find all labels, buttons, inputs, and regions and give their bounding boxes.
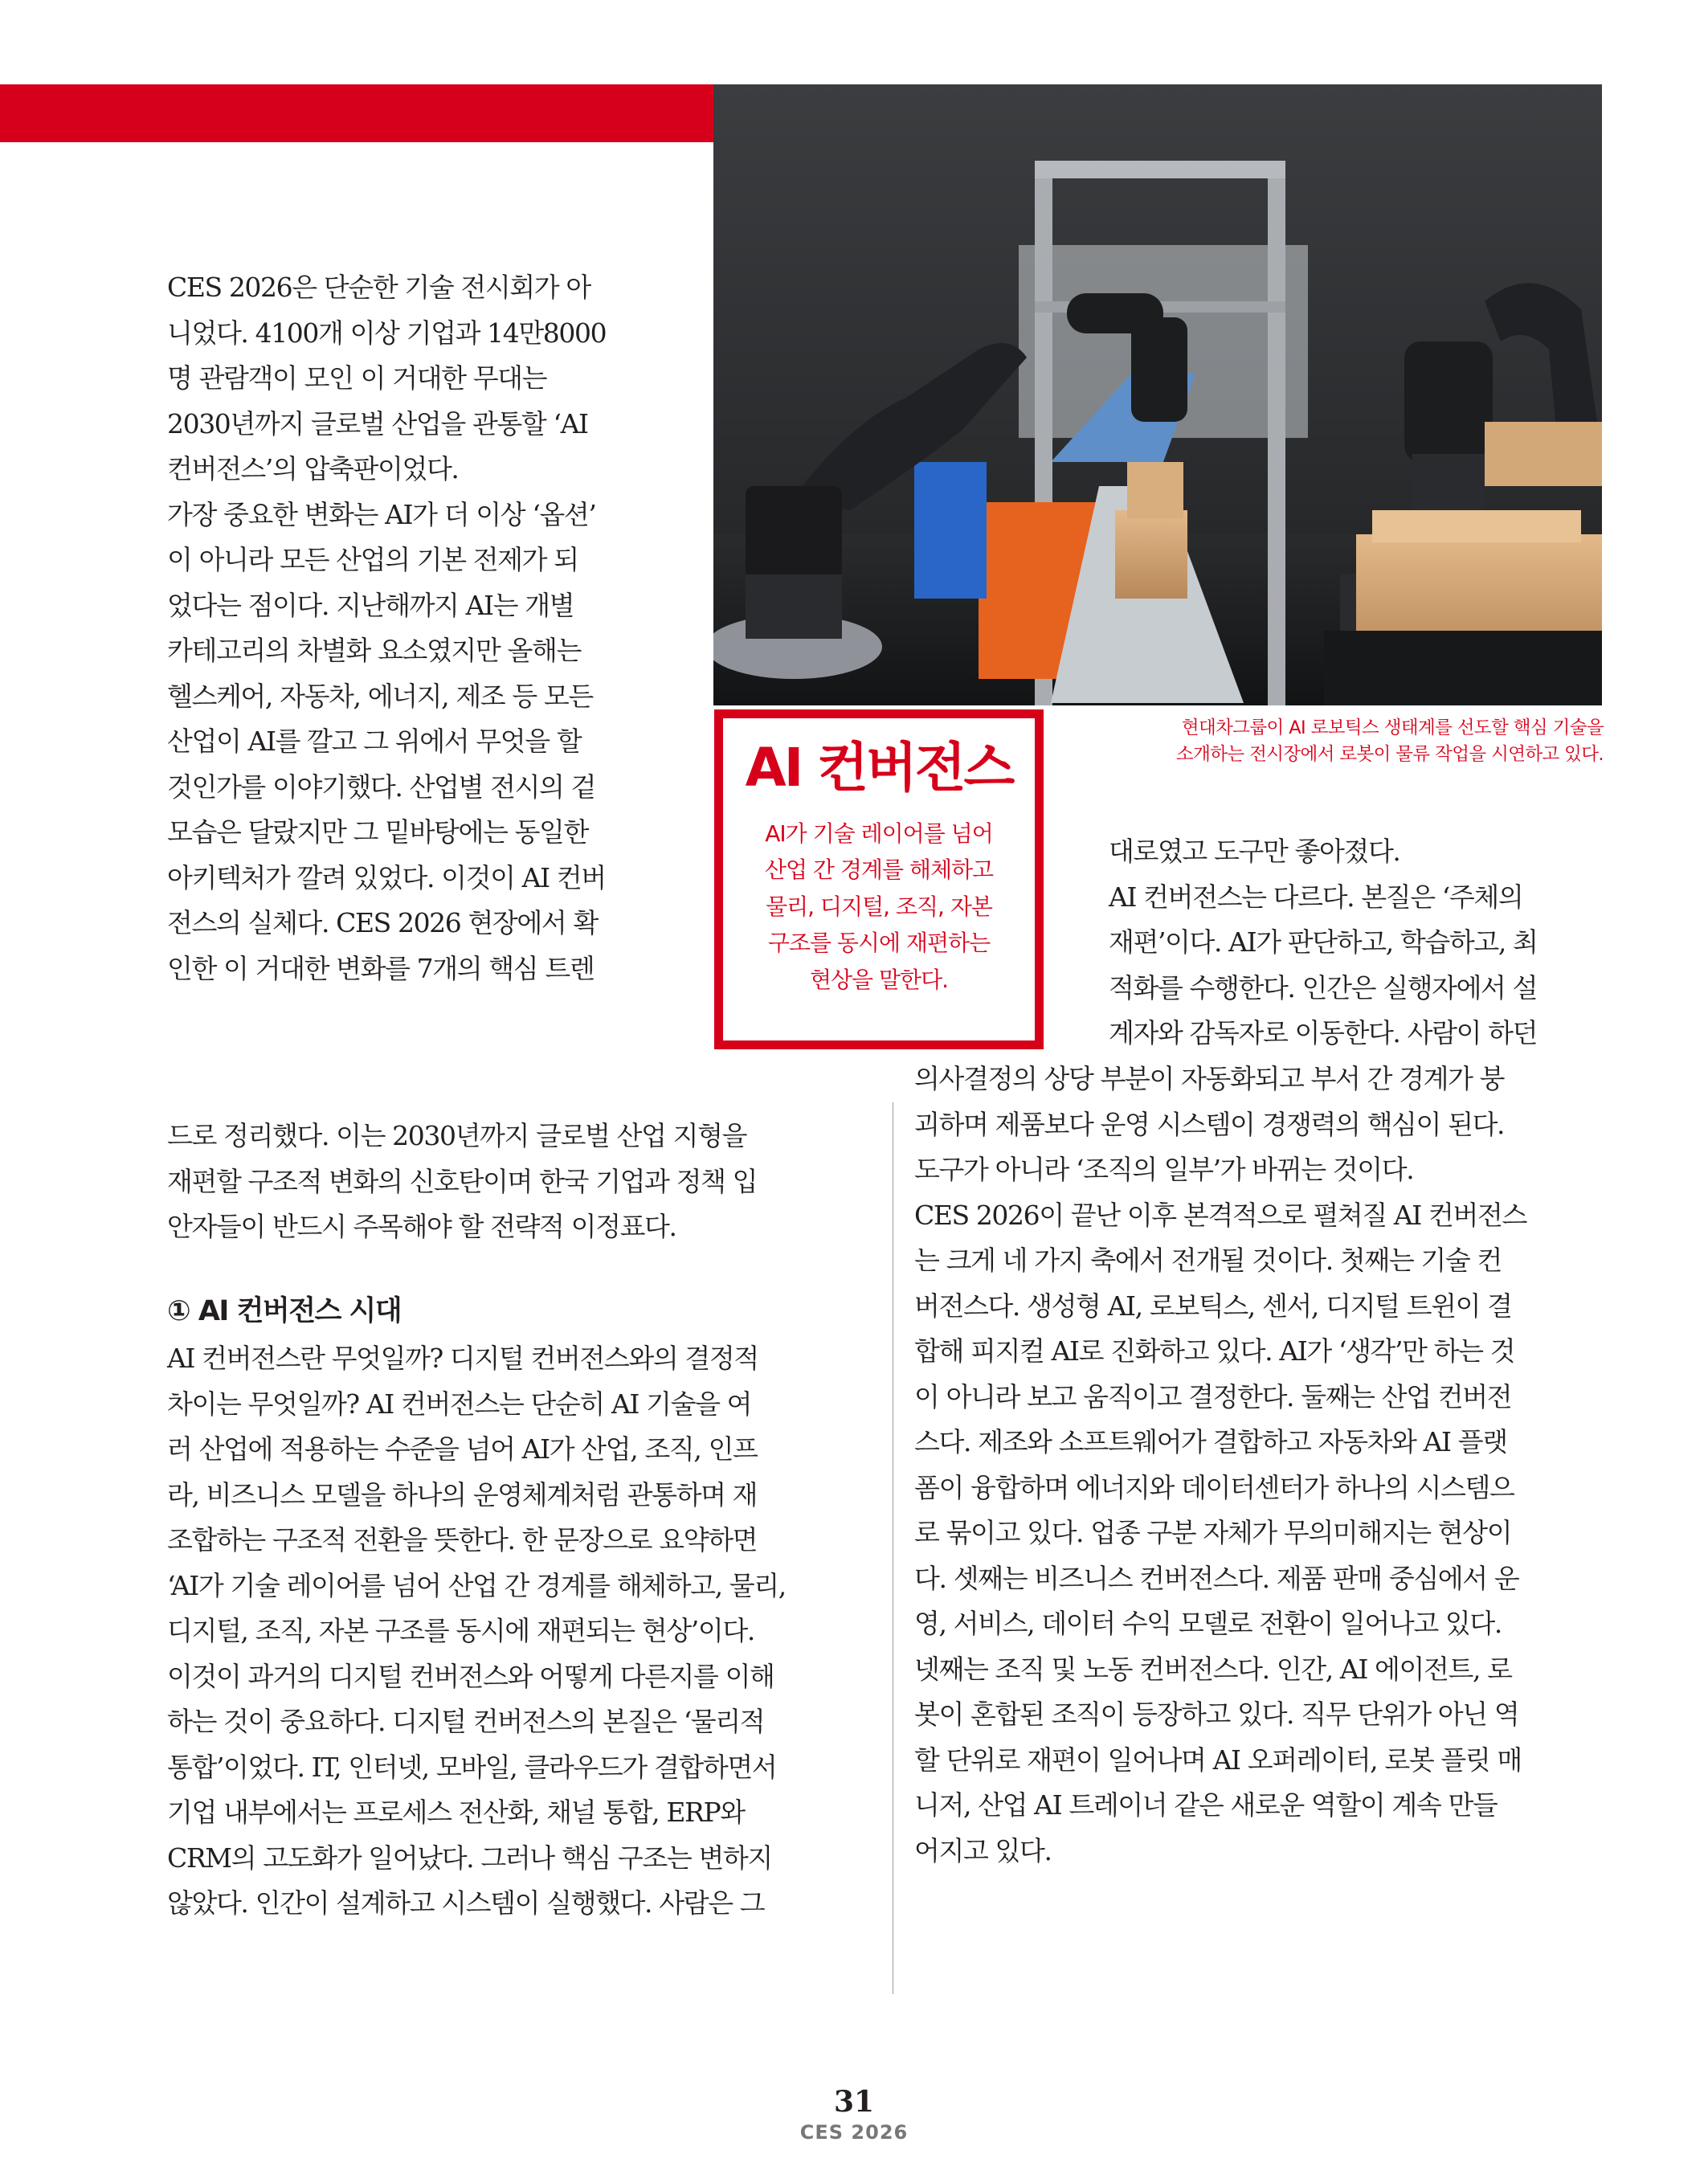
body-line: 재편할 구조적 변화의 신호탄이며 한국 기업과 정책 입 xyxy=(167,1165,758,1197)
body-line: CES 2026은 단순한 기술 전시회가 아 xyxy=(167,272,590,303)
body-line: 도구가 아니라 ‘조직의 일부’가 바뀌는 것이다. xyxy=(914,1154,1414,1185)
callout-text xyxy=(738,816,1019,999)
body-line: CES 2026이 끝난 이후 본격적으로 펼쳐질 AI 컨버전스 xyxy=(914,1199,1526,1231)
callout-line: 물리, 디지털, 조직, 자본 xyxy=(766,893,992,920)
body-line: 대로였고 도구만 좋아졌다. xyxy=(1109,836,1400,867)
body-line: 하는 것이 중요하다. 디지털 컨버전스의 본질은 ‘물리적 xyxy=(167,1706,765,1737)
callout-line: 현상을 말한다. xyxy=(809,966,949,993)
body-line: 2030년까지 글로벌 산업을 관통할 ‘AI xyxy=(167,407,588,439)
body-line: CRM의 고도화가 일어났다. 그러나 핵심 구조는 변하지 xyxy=(167,1842,772,1874)
body-line: 전스의 실체다. CES 2026 현장에서 확 xyxy=(167,907,598,938)
body-line: 이 아니라 모든 산업의 기본 전제가 되 xyxy=(167,544,578,575)
body-text-left-lower xyxy=(167,1114,757,1250)
body-line: 모습은 달랐지만 그 밑바탕에는 동일한 xyxy=(167,816,589,848)
body-line: 넷째는 조직 및 노동 컨버전스다. 인간, AI 에이전트, 로 xyxy=(914,1653,1512,1685)
body-line: 디지털, 조직, 자본 구조를 동시에 재편되는 현상’이다. xyxy=(167,1615,754,1646)
caption-line: 소개하는 전시장에서 로봇이 물류 작업을 시연하고 있다. xyxy=(1176,744,1604,765)
body-line: 폼이 융합하며 에너지와 데이터센터가 하나의 시스템으 xyxy=(914,1471,1514,1503)
page-number: 31 xyxy=(833,2085,875,2119)
body-line: 드로 정리했다. 이는 2030년까지 글로벌 산업 지형을 xyxy=(167,1120,747,1151)
callout-title: AI 컨버전스 xyxy=(745,737,1013,799)
body-line: 헬스케어, 자동차, 에너지, 제조 등 모든 xyxy=(167,680,593,712)
body-line: 니었다. 4100개 이상 기업과 14만8000 xyxy=(167,317,607,349)
robot-arms-logistics-photo xyxy=(713,84,1602,705)
body-text-left-section xyxy=(167,1336,874,1927)
body-line: 봇이 혼합된 조직이 등장하고 있다. 직무 단위가 아닌 역 xyxy=(914,1699,1519,1730)
body-line: 이 아니라 보고 움직이고 결정한다. 둘째는 산업 컨버전 xyxy=(914,1380,1512,1412)
body-line: 아키텍처가 깔려 있었다. 이것이 AI 컨버 xyxy=(167,861,606,893)
body-line: 버전스다. 생성형 AI, 로보틱스, 센서, 디지털 트윈이 결 xyxy=(914,1290,1512,1322)
body-line: 명 관람객이 모인 이 거대한 무대는 xyxy=(167,362,547,394)
callout-line: 산업 간 경계를 해체하고 xyxy=(764,856,994,884)
body-line: 스다. 제조와 소프트웨어가 결합하고 자동차와 AI 플랫 xyxy=(914,1426,1507,1457)
body-line: 재편’이다. AI가 판단하고, 학습하고, 최 xyxy=(1109,926,1538,958)
body-line: 할 단위로 재편이 일어나며 AI 오퍼레이터, 로봇 플릿 매 xyxy=(914,1744,1522,1776)
section-heading: ① AI 컨버전스 시대 xyxy=(167,1295,402,1327)
body-line: 인한 이 거대한 변화를 7개의 핵심 트렌 xyxy=(167,952,595,984)
body-line: 않았다. 인간이 설계하고 시스템이 실행했다. 사람은 그 xyxy=(167,1887,765,1919)
body-text-right-lower xyxy=(914,1057,1526,1874)
body-text-right-upper xyxy=(1109,829,1602,1057)
body-line: 러 산업에 적용하는 수준을 넘어 AI가 산업, 조직, 인프 xyxy=(167,1433,758,1465)
body-line: 로 묶이고 있다. 업종 구분 자체가 무의미해지는 현상이 xyxy=(914,1517,1512,1548)
body-line: 어지고 있다. xyxy=(914,1834,1052,1866)
body-line: 의사결정의 상당 부분이 자동화되고 부서 간 경계가 붕 xyxy=(914,1063,1505,1094)
body-line: 계자와 감독자로 이동한다. 사람이 하던 xyxy=(1109,1017,1538,1049)
body-line: 산업이 AI를 깔고 그 위에서 무엇을 할 xyxy=(167,726,582,757)
body-line: 니저, 산업 AI 트레이너 같은 새로운 역할이 계속 만들 xyxy=(914,1789,1498,1821)
body-text-left-upper xyxy=(167,265,673,991)
body-line: 안자들이 반드시 주목해야 할 전략적 이정표다. xyxy=(167,1211,676,1242)
body-line: 통합’이었다. IT, 인터넷, 모바일, 클라우드가 결합하면서 xyxy=(167,1751,777,1783)
magazine-name: CES 2026 xyxy=(799,2121,909,2144)
body-line: 기업 내부에서는 프로세스 전산화, 채널 통합, ERP와 xyxy=(167,1797,745,1828)
body-line: 라, 비즈니스 모델을 하나의 운영체계처럼 관통하며 재 xyxy=(167,1478,758,1511)
callout-line: AI가 기술 레이어를 넘어 xyxy=(765,820,993,847)
body-line: 가장 중요한 변화는 AI가 더 이상 ‘옵션’ xyxy=(167,498,596,530)
body-line: 었다는 점이다. 지난해까지 AI는 개별 xyxy=(167,589,574,621)
body-line: 는 크게 네 가지 축에서 전개될 것이다. 첫째는 기술 컨 xyxy=(914,1245,1502,1276)
body-line: 조합하는 구조적 전환을 뜻한다. 한 문장으로 요약하면 xyxy=(167,1524,758,1555)
caption-line: 현대차그룹이 AI 로보틱스 생태계를 선도할 핵심 기술을 xyxy=(1181,717,1604,738)
body-line: 것인가를 이야기했다. 산업별 전시의 겉 xyxy=(167,771,596,803)
body-line: AI 컨버전스는 다르다. 본질은 ‘주체의 xyxy=(1109,881,1523,913)
callout-line: 구조를 동시에 재편하는 xyxy=(767,930,991,957)
body-line: AI 컨버전스란 무엇일까? 디지털 컨버전스와의 결정적 xyxy=(167,1343,758,1374)
body-line: 컨버전스’의 압축판이었다. xyxy=(167,453,459,484)
body-line: 괴하며 제품보다 운영 시스템이 경쟁력의 핵심이 된다. xyxy=(914,1108,1505,1140)
body-line: 카테고리의 차별화 요소였지만 올해는 xyxy=(167,635,581,666)
body-line: 영, 서비스, 데이터 수익 모델로 전환이 일어나고 있다. xyxy=(914,1608,1502,1639)
top-accent-bar xyxy=(0,84,713,142)
photo-caption xyxy=(1036,715,1604,768)
body-line: 이것이 과거의 디지털 컨버전스와 어떻게 다른지를 이해 xyxy=(167,1660,774,1692)
definition-callout-box xyxy=(714,709,1044,1049)
body-line: 적화를 수행한다. 인간은 실행자에서 설 xyxy=(1109,971,1538,1004)
body-line: 다. 셋째는 비즈니스 컨버전스다. 제품 판매 중심에서 운 xyxy=(914,1562,1519,1594)
body-line: ‘AI가 기술 레이어를 넘어 산업 간 경계를 해체하고, 물리, xyxy=(167,1569,786,1601)
body-line: 합해 피지컬 AI로 진화하고 있다. AI가 ‘생각’만 하는 것 xyxy=(914,1335,1515,1367)
body-line: 차이는 무엇일까? AI 컨버전스는 단순히 AI 기술을 여 xyxy=(167,1388,752,1420)
